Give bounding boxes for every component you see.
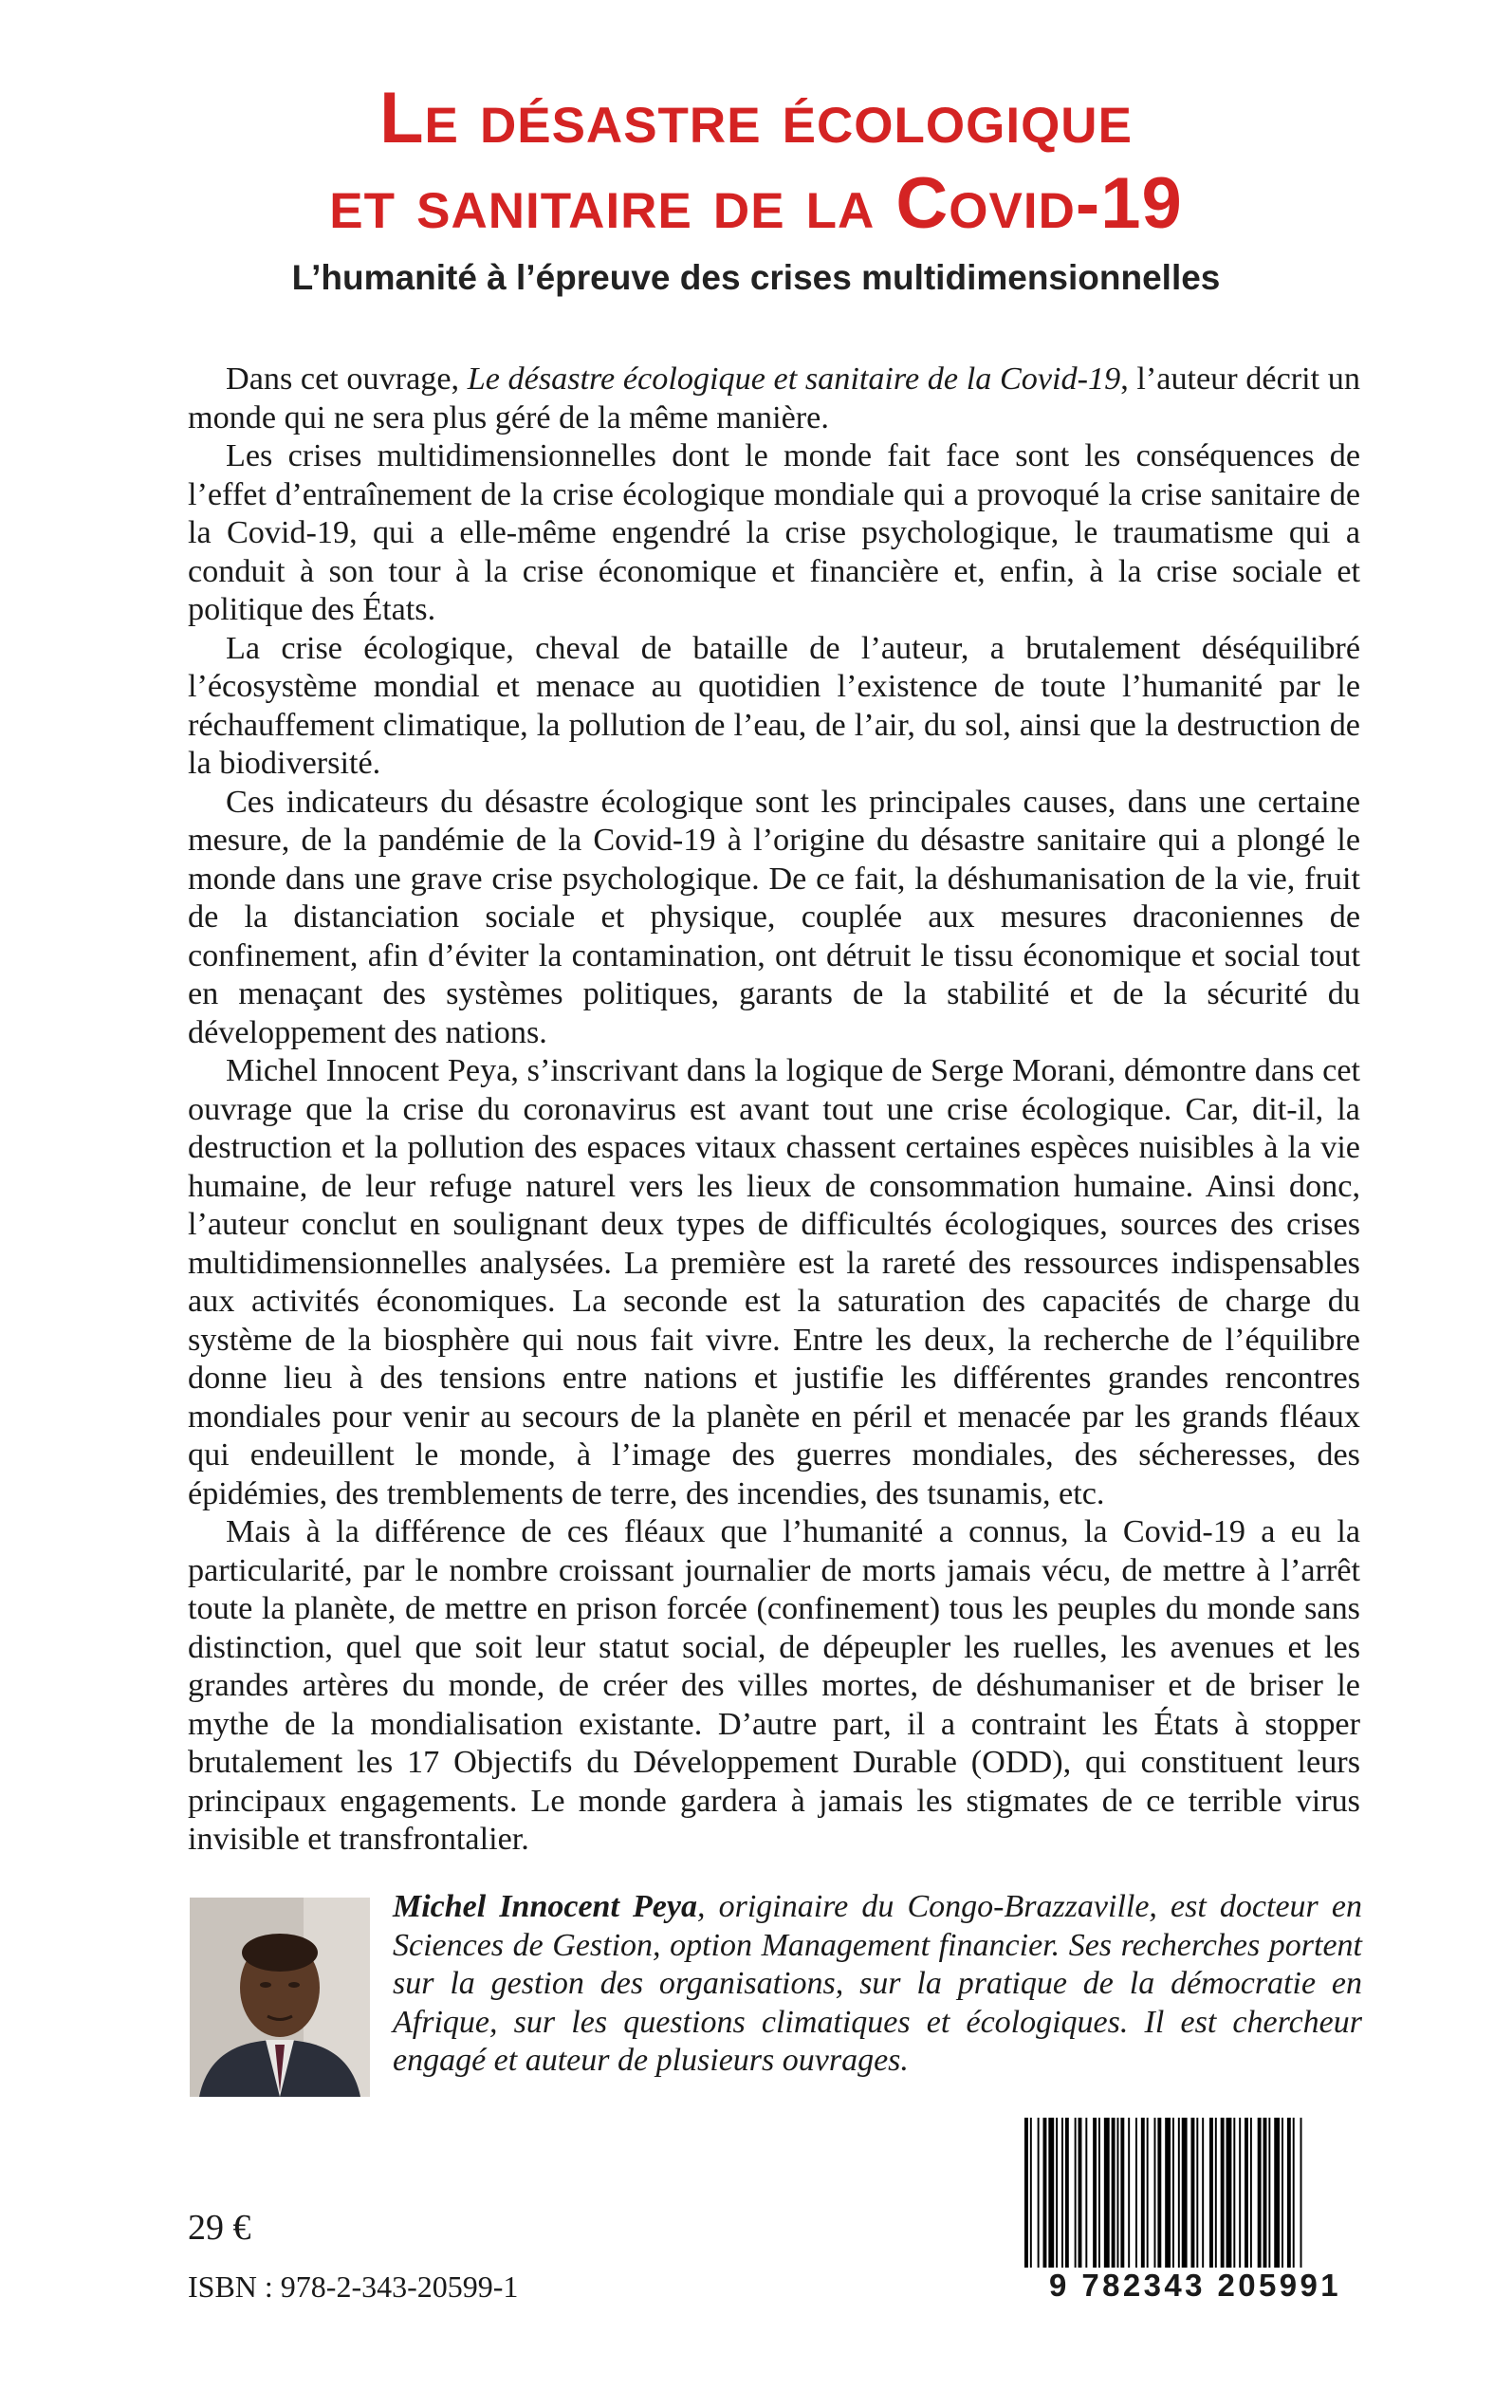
book-title-line-2: et sanitaire de la Covid-19 [329,163,1183,244]
book-title-line-1: Le désastre écologique [379,78,1133,158]
back-cover-blurb [188,361,1360,1860]
author-name: Michel Innocent Peya [393,1889,697,1924]
paragraph: Les crises multidimensionnelles dont le monde fait face sont les conséquences de l’effet d’entraînement de la crise écologique mondiale qui a provoqué la crise sanitaire de la Covid-19, qui a elle-même engendré la crise psychologique, le traumatisme qui a conduit à son tour à la crise économique et financière et, enfin, à la crise sociale et politique des États. [188,438,1360,627]
barcode-bar [1056,2118,1058,2269]
isbn: ISBN : 978-2-343-20599-1 [188,2269,519,2304]
barcode-bar [1182,2118,1188,2269]
barcode-bar [1239,2118,1241,2269]
barcode-bar [1065,2118,1069,2269]
barcode-bar [1293,2118,1295,2269]
barcode-bar [1233,2118,1235,2269]
barcode-bar [1191,2118,1195,2269]
paragraph: Michel Innocent Peya, s’inscrivant dans la logique de Serge Morani, démontre dans cet ouvrage que la crise du coronavirus est avant tout une crise écologique. Car, dit-il, la destruction et la pollution des espaces vitaux chassent certaines espèces nuisibles à la vie humaine, de leur refuge naturel vers les lieux de consommation humaine. Ainsi donc, l’auteur conclut en soulignant deux types de difficultés écologiques, sources des crises multidimensionnelles analysées. La première est la rareté des ressources indispensables aux activités économiques. La seconde est la saturation des capacités de charge du système de la biosphère qui nous fait vivre. Entre les deux, la recherche de l’équilibre donne lieu à des tensions entre nations et justifie les différentes grandes rencontres mondiales pour venir au secours de la planète en péril et menacée par les grands fléaux qui endeuillent le monde, à l’image des guerres mondiales, des sécheresses, des épidémies, des tremblements de terre, des incendies, des tsunamis, etc. [188,1053,1360,1511]
barcode-bar [1221,2118,1225,2269]
book-title [0,76,1512,247]
barcode-bar [1024,2118,1028,2269]
barcode-digits: 9 782343 205991 [1015,2268,1375,2304]
price: 29 € [188,2208,251,2248]
barcode-bar [1098,2118,1100,2269]
barcode-bar [1172,2118,1174,2269]
barcode-bar [1263,2118,1267,2269]
barcode-bar [1209,2118,1213,2269]
barcode-bar [1085,2118,1087,2269]
barcode-bar [1202,2118,1204,2269]
book-subtitle: L’humanité à l’épreuve des crises multidimensionnelles [291,258,1221,297]
barcode-bar [1093,2118,1097,2269]
barcode-bar [1165,2118,1171,2269]
barcode-bar [1250,2118,1252,2269]
barcode-bar [1075,2118,1077,2269]
barcode-bar [1287,2118,1291,2269]
barcode-bar [1215,2118,1217,2269]
barcode-bar [1061,2118,1063,2269]
barcode-icon [1019,2118,1370,2269]
barcode-bar [1120,2118,1124,2269]
barcode-bar [1135,2118,1137,2269]
barcode-bar [1117,2118,1119,2269]
barcode-bar [1141,2118,1145,2269]
barcode-bar [1157,2118,1161,2269]
barcode-bar [1226,2118,1232,2269]
barcode-bar [1268,2118,1270,2269]
author-photo [190,1898,370,2097]
barcode-bar [1030,2118,1032,2269]
barcode-bar [1178,2118,1180,2269]
barcode-bar [1043,2118,1047,2269]
paragraph: Mais à la différence de ces fléaux que l’humanité a connus, la Covid-19 a eu la particularité, par le nombre croissant journalier de morts jamais vécu, de mettre à l’arrêt toute la planète, de mettre en prison forcée (confinement) tous les peuples du monde sans distinction, quel que soit leur statut social, de dépeupler les ruelles, les avenues et les grandes artères du monde, de créer des villes mortes, de déshumaniser et de briser le mythe de la mondialisation existante. D’autre part, il a contraint les États à stopper brutalement les 17 Objectifs du Développement Durable (ODD), qui constituent leurs principaux engagements. Le monde gardera à jamais les stigmates de ce terrible virus invisible et transfrontalier. [188,1514,1360,1857]
barcode-bar [1079,2118,1082,2269]
barcode-bar [1147,2118,1149,2269]
barcode-bar [1300,2118,1302,2269]
barcode-bar [1258,2118,1262,2269]
author-bio-text: , originaire du Congo-Brazzaville, est docteur en Sciences de Gestion, option Management financier. Ses recherches portent sur la gestion des organisations, sur la pratique de la démocratie en Afrique, sur les questions climatiques et écologiques. Il est chercheur engagé et auteur de plusieurs ouvrages. [393,1889,1362,2078]
barcode-bar [1196,2118,1198,2269]
author-bio [393,1888,1362,2081]
barcode-bar [1274,2118,1280,2269]
barcode-bar [1245,2118,1248,2269]
barcode-bar [1038,2118,1040,2269]
paragraph: Dans cet ouvrage, Le désastre écologique et sanitaire de la Covid-19, l’auteur décrit un monde qui ne sera plus géré de la même manière. [188,361,1360,435]
paragraph: La crise écologique, cheval de bataille de l’auteur, a brutalement déséquilibré l’écosystème mondial et menace au quotidien l’existence de toute l’humanité par le réchauffement climatique, la pollution de l’eau, de l’air, du sol, ainsi que la destruction de la biodiversité. [188,630,1360,781]
barcode-bar [1154,2118,1156,2269]
paragraph: Ces indicateurs du désastre écologique sont les principales causes, dans une certaine mesure, de la pandémie de la Covid-19 à l’origine du désastre sanitaire qui a plongé le monde dans une grave crise psychologique. De ce fait, la déshumanisation de la vie, fruit de la distanciation sociale et physique, couplée aux mesures draconiennes de confinement, afin d’éviter la contamination, ont détruit le tissu économique et social tout en menaçant des systèmes politiques, garants de la stabilité et de la sécurité du développement des nations. [188,784,1360,1050]
barcode-bar [1104,2118,1110,2269]
barcode-bar [1282,2118,1283,2269]
barcode-bar [1048,2118,1054,2269]
barcode-bar [1112,2118,1116,2269]
author-portrait-icon [190,1898,370,2097]
barcode-bar [1128,2118,1130,2269]
